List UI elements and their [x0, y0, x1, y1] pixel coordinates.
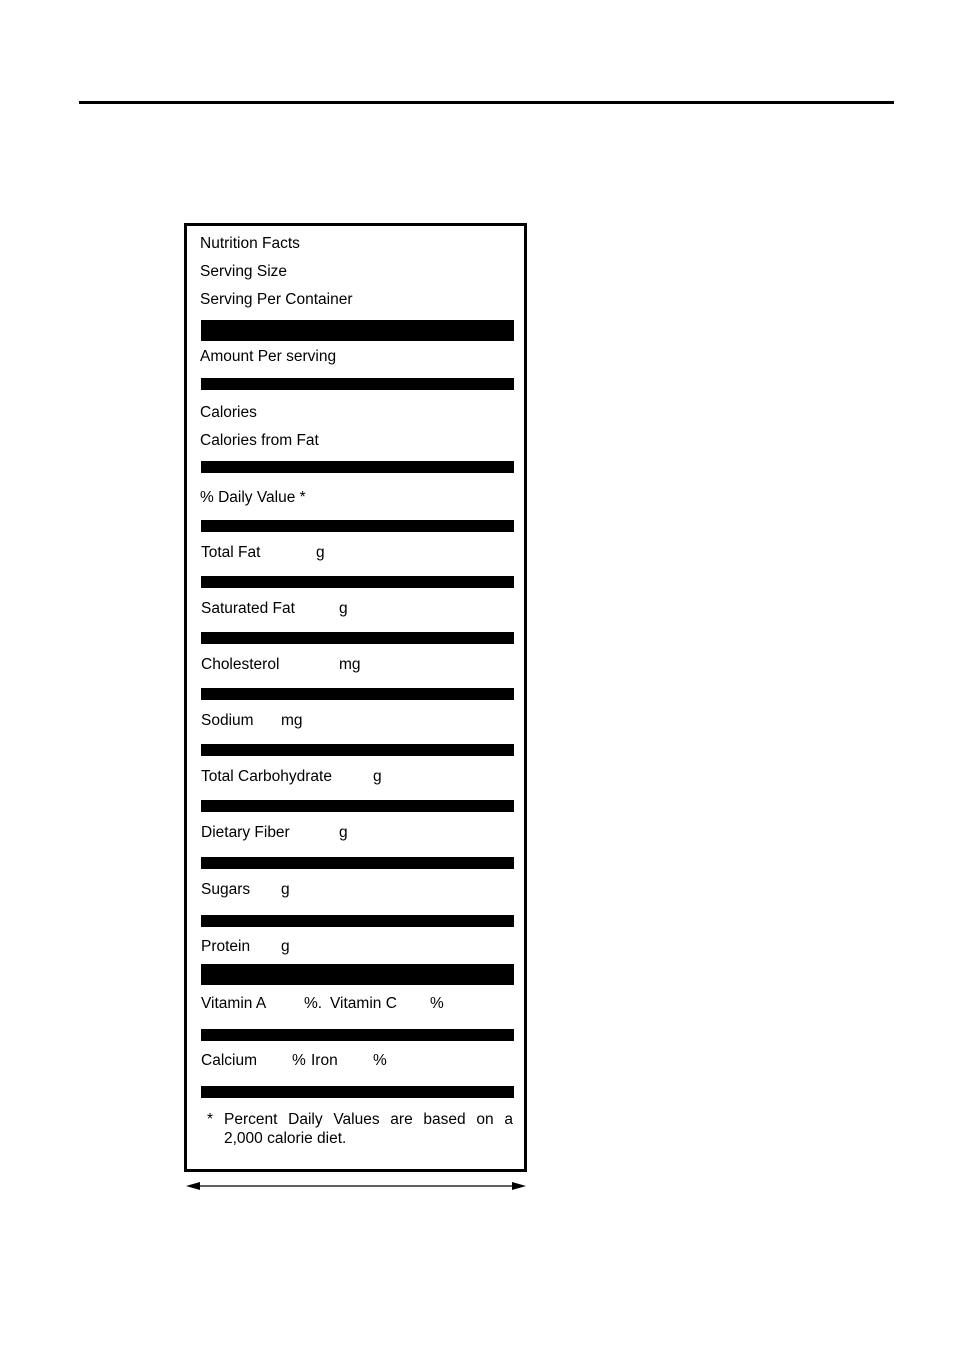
- vitamin-a-pct: %.: [304, 995, 323, 1012]
- top-rule: [79, 101, 894, 104]
- calories: Calories: [200, 404, 257, 421]
- sugars-label: Sugars: [201, 881, 251, 898]
- divider: [201, 857, 514, 869]
- divider: [201, 1029, 514, 1041]
- saturated-fat-label: Saturated Fat: [201, 600, 295, 617]
- nutrition-facts-label: [184, 223, 527, 1172]
- sugars-unit: g: [281, 881, 290, 898]
- servings-per-container: Serving Per Container: [200, 291, 353, 308]
- iron-label: Iron: [311, 1052, 338, 1069]
- cholesterol-label: Cholesterol: [201, 656, 280, 673]
- width-dimension-arrow: [186, 1179, 526, 1193]
- total-fat-label: Total Fat: [201, 544, 261, 561]
- divider: [201, 688, 514, 700]
- thick-divider: [201, 320, 514, 341]
- divider: [201, 800, 514, 812]
- amount-per-serving: Amount Per serving: [200, 348, 337, 365]
- sodium-unit: mg: [281, 712, 303, 729]
- total-carbohydrate-unit: g: [373, 768, 382, 785]
- serving-size: Serving Size: [200, 263, 288, 280]
- divider: [201, 461, 514, 473]
- vitamin-c-label: Vitamin C: [330, 995, 397, 1012]
- thick-divider: [201, 964, 514, 985]
- divider: [201, 915, 514, 927]
- footnote-text: Percent Daily Values are based on a 2,000 calorie diet.: [224, 1111, 513, 1147]
- calories-from-fat: Calories from Fat: [200, 432, 319, 449]
- daily-value-header: % Daily Value *: [200, 489, 306, 506]
- protein-unit: g: [281, 938, 290, 955]
- dietary-fiber-unit: g: [339, 824, 348, 841]
- divider: [201, 1086, 514, 1098]
- iron-pct: %: [373, 1052, 387, 1069]
- footnote-asterisk: *: [207, 1111, 214, 1128]
- total-carbohydrate-label: Total Carbohydrate: [201, 768, 332, 785]
- calcium-label: Calcium: [201, 1052, 257, 1069]
- label-title: Nutrition Facts: [200, 235, 300, 252]
- divider: [201, 744, 514, 756]
- total-fat-unit: g: [316, 544, 325, 561]
- divider: [201, 378, 514, 390]
- dietary-fiber-label: Dietary Fiber: [201, 824, 290, 841]
- vitamin-c-pct: %: [430, 995, 444, 1012]
- vitamin-a-label: Vitamin A: [201, 995, 267, 1012]
- calcium-pct: %: [292, 1052, 306, 1069]
- protein-label: Protein: [201, 938, 251, 955]
- divider: [201, 520, 514, 532]
- cholesterol-unit: mg: [339, 656, 361, 673]
- saturated-fat-unit: g: [339, 600, 348, 617]
- sodium-label: Sodium: [201, 712, 254, 729]
- divider: [201, 576, 514, 588]
- divider: [201, 632, 514, 644]
